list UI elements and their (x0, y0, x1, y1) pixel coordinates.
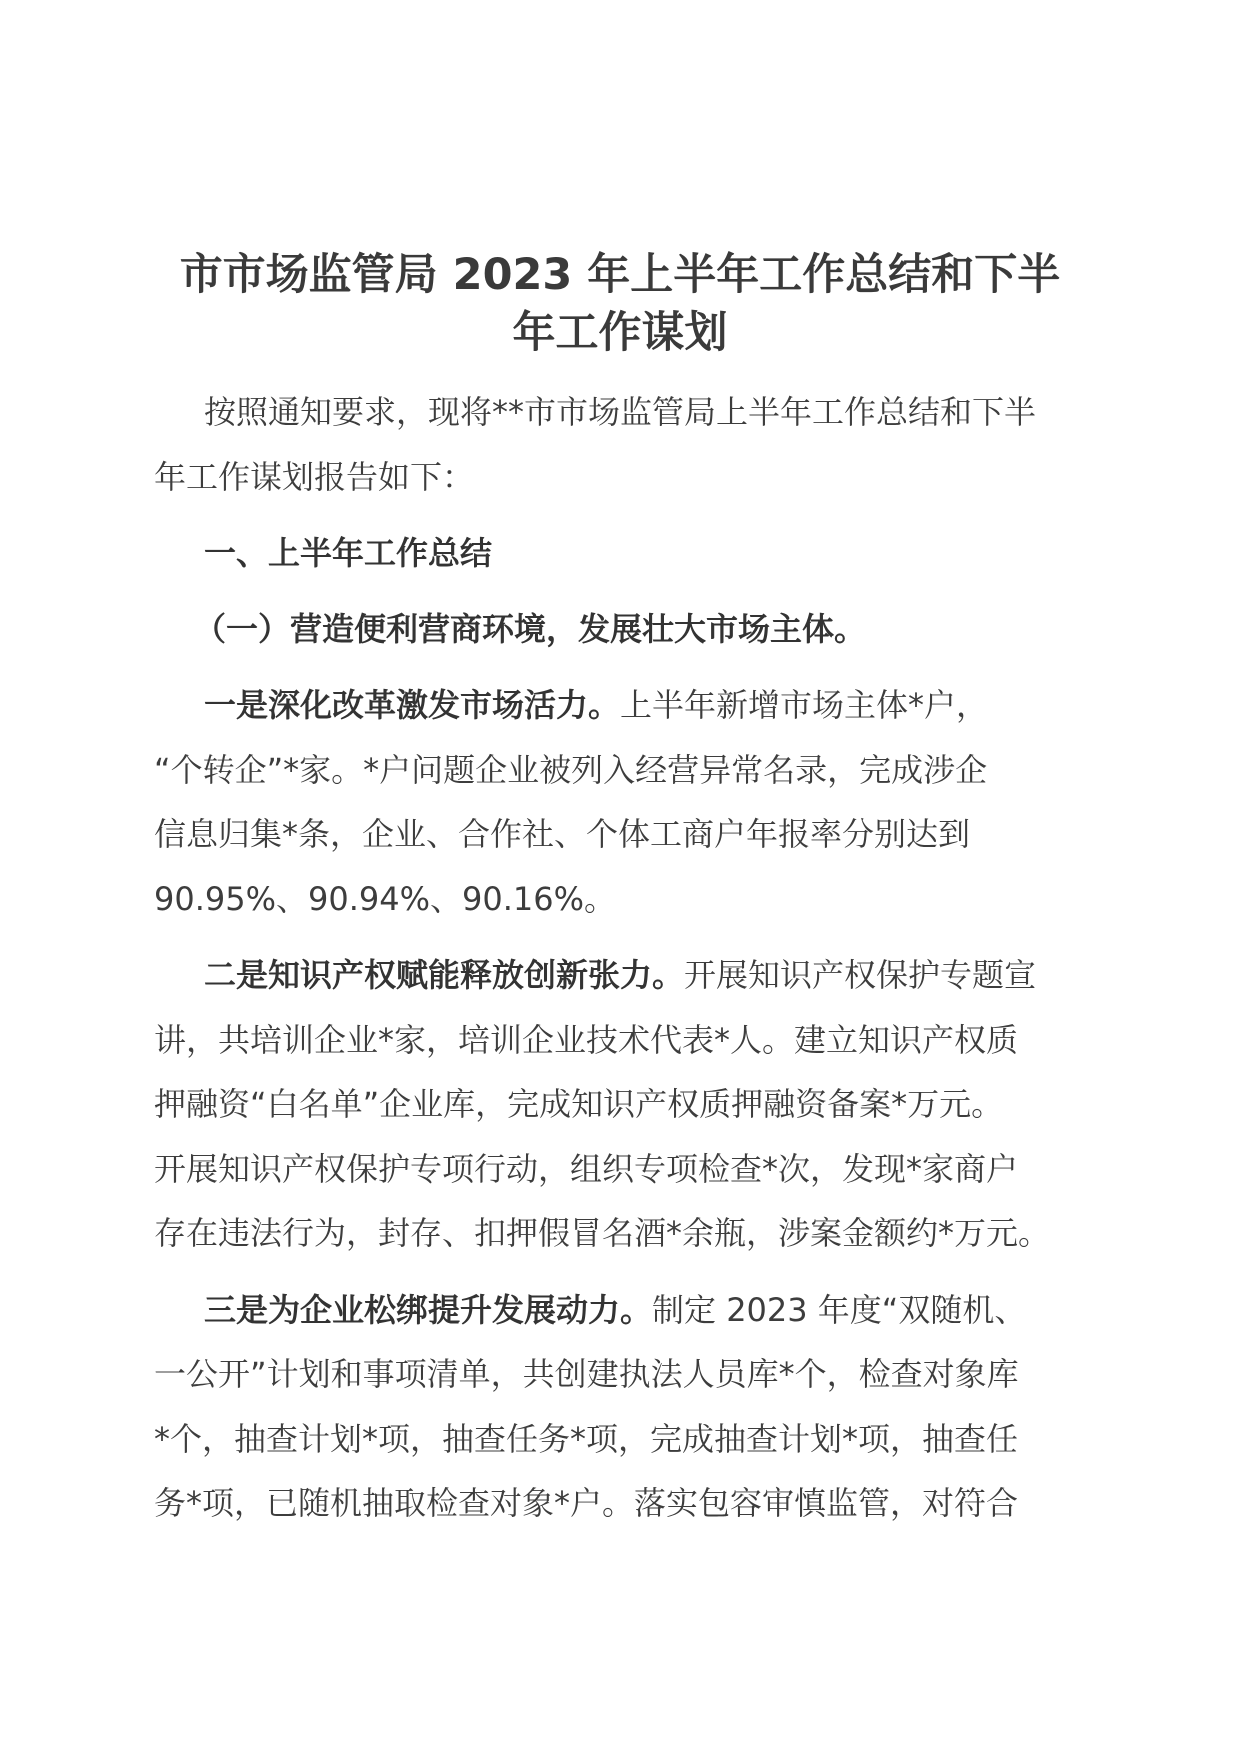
point-3-line-4: 务*项，已随机抽取检查对象*户。落实包容审慎监管，对符合 (154, 1484, 1019, 1522)
point-1-line-2: “个转企”*家。*户问题企业被列入经营异常名录，完成涉企 (154, 750, 988, 789)
point-1-line-3: 信息归集*条，企业、合作社、个体工商户年报率分别达到 (154, 815, 971, 853)
title-line-1: 市市场监管局 2023 年上半年工作总结和下半 (179, 250, 1061, 300)
section-heading: 一、上半年工作总结 (204, 534, 493, 572)
intro-line-1: 按照通知要求，现将**市市场监管局上半年工作总结和下半 (204, 393, 1037, 431)
point-2-line-2: 讲，共培训企业*家，培训企业技术代表*人。建立知识产权质 (154, 1020, 1019, 1059)
point-1-line-1 (154, 673, 1086, 738)
intro-line-2: 年工作谋划报告如下： (154, 457, 475, 496)
point-2-line-5: 存在违法行为，封存、扣押假冒名酒*余瓶，涉案金额约*万元。 (154, 1214, 1051, 1252)
intro-paragraph (154, 380, 1086, 509)
point-2-line-1-text: 开展知识产权保护专题宣 (684, 956, 1037, 994)
point-3-line-3: *个，抽查计划*项，抽查任务*项，完成抽查计划*项，抽查任 (154, 1419, 1019, 1458)
point-1-line-1-text: 上半年新增市场主体*户， (620, 686, 989, 724)
point-3-line-1 (154, 1278, 1086, 1343)
point-2-line-4: 开展知识产权保护专项行动，组织专项检查*次，发现*家商户 (154, 1149, 1019, 1188)
point-paragraph-1 (154, 673, 1086, 931)
point-2-line-3: 押融资“白名单”企业库，完成知识产权质押融资备案*万元。 (154, 1085, 1004, 1123)
document-page (154, 246, 1086, 1536)
point-3-line-2: 一公开”计划和事项清单，共创建执法人员库*个，检查对象库 (154, 1355, 1019, 1393)
document-title (154, 246, 1086, 362)
point-2-line-1 (154, 943, 1086, 1008)
point-3-line-1-text: 制定 2023 年度“双随机、 (652, 1290, 1027, 1329)
point-1-line-4: 90.95%、90.94%、90.16%。 (154, 879, 617, 918)
point-paragraph-2 (154, 943, 1086, 1266)
point-2-lead: 二是知识产权赋能释放创新张力。 (204, 956, 685, 994)
subsection-heading: （一）营造便利营商环境，发展壮大市场主体。 (194, 610, 867, 648)
point-3-lead: 三是为企业松绑提升发展动力。 (204, 1290, 653, 1329)
point-paragraph-3 (154, 1278, 1086, 1536)
title-line-2: 年工作谋划 (512, 308, 728, 358)
point-1-lead: 一是深化改革激发市场活力。 (204, 686, 621, 724)
